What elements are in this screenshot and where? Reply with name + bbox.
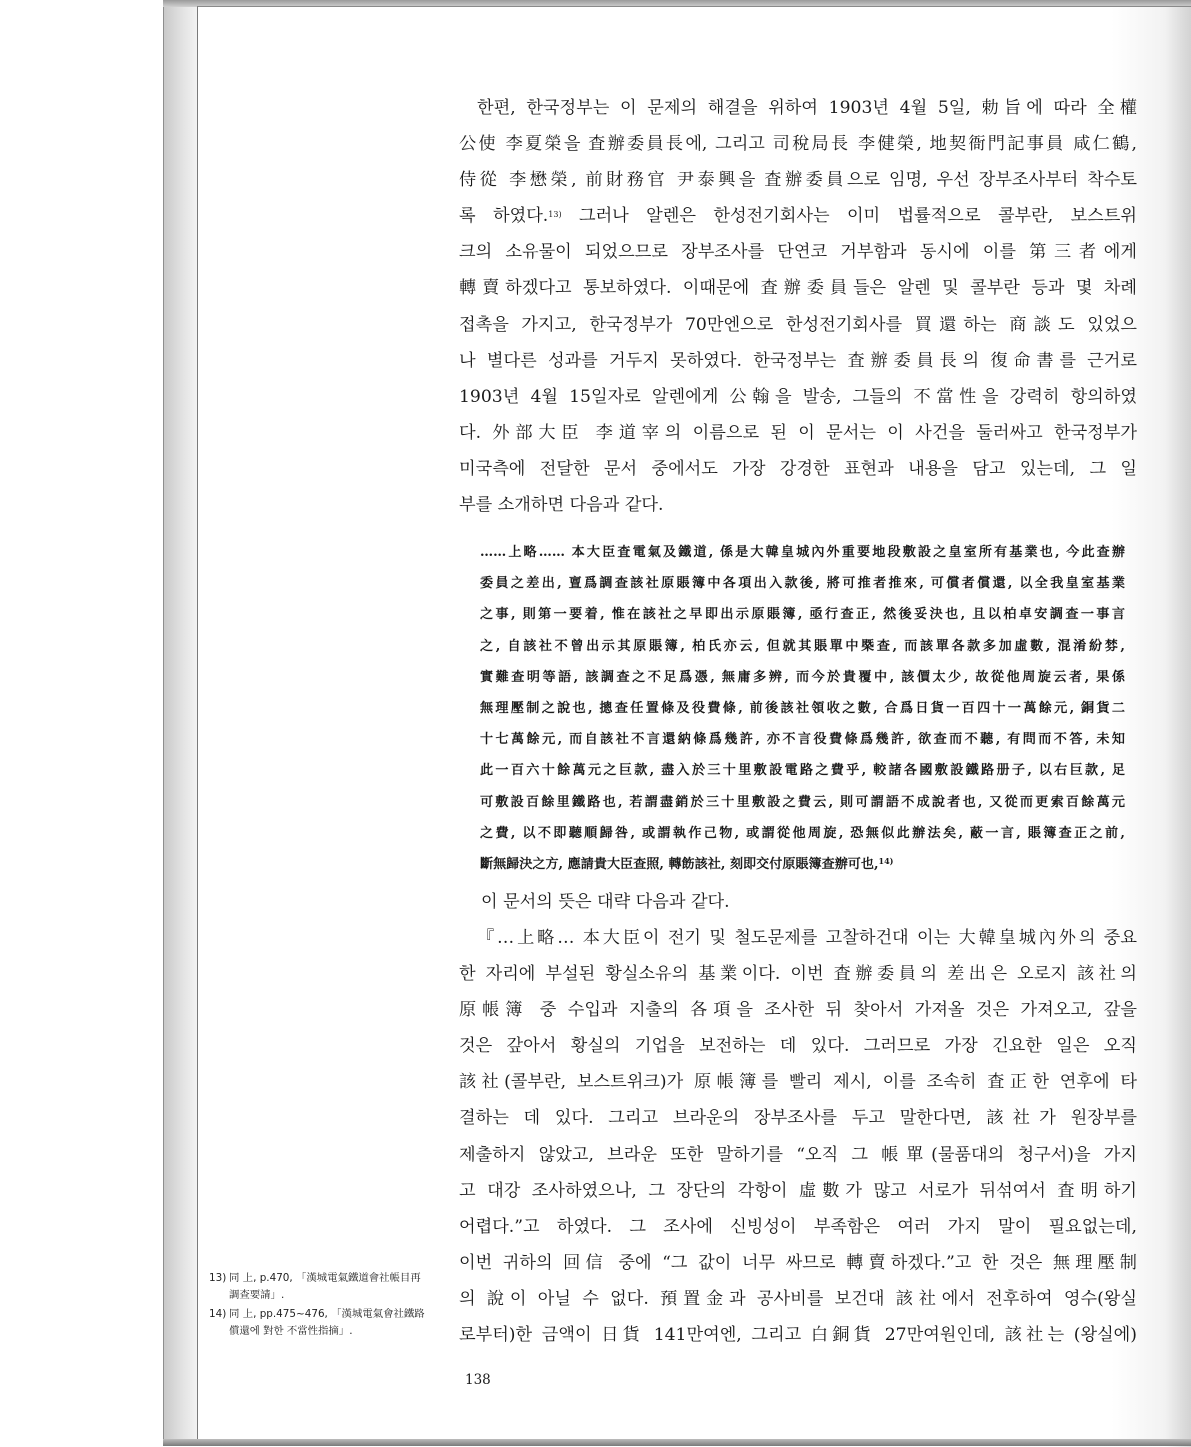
text-line: 侍從 李懋榮, 前財務官 尹泰興을 査辦委員으로 임명, 우선 장부조사부터 착수토 <box>459 170 1137 191</box>
quote-line: 之事, 則第一要着, 惟在該社之早即出示原賬簿, 亟行查正, 然後妥決也, 且以柏卓安調查一事言 <box>480 607 1125 623</box>
footnotes <box>209 1270 427 1342</box>
text-line: 의 說이 아닐 수 없다. 預置金과 공사비를 보건대 該社에서 전후하여 영수(왕실 <box>459 1288 1137 1309</box>
footnote-14 <box>209 1306 427 1340</box>
book-bottom-edge <box>163 1439 1191 1446</box>
text-line: 한 자리에 부설된 황실소유의 基業이다. 이번 査辦委員의 差出은 오로지 該社의 <box>459 964 1137 985</box>
text-line: 轉賣하겠다고 통보하였다. 이때문에 査辦委員들은 알렌 및 콜부란 등과 몇 차례 <box>459 278 1137 299</box>
text-line: 다. 外部大臣 李道宰의 이름으로 된 이 문서는 이 사건을 둘러싸고 한국정부가 <box>459 422 1137 443</box>
text-fragment: 그러나 알렌은 한성전기회사는 이미 법률적으로 콜부란, 보스트위 <box>578 206 1138 227</box>
footnote-ref-13: 13) <box>548 210 562 220</box>
text-line: 로부터)한 금액이 日貨 141만여엔, 그리고 白銅貨 27만여원인데, 該社는 (왕실에) <box>459 1325 1137 1346</box>
body-paragraph-1-last-line: 부를 소개하면 다음과 같다. <box>459 495 664 515</box>
text-line: 미국측에 전달한 문서 중에서도 가장 강경한 표현과 내용을 담고 있는데, 그 일 <box>459 458 1137 479</box>
text-line: 『…上略… 本大臣이 전기 및 철도문제를 고찰하건대 이는 大韓皇城內外의 중요 <box>477 928 1137 948</box>
quote-line: 之, 自該社不曾出示其原賬簿, 柏氏亦云, 但就其賬單中槩查, 而該單各款多加虛數, 混淆紛棼, <box>480 638 1125 654</box>
quote-line: ……上略…… 本大臣査電氣及鐵道, 係是大韓皇城內外重要地段敷設之皇室所有基業也, 今此查辦 <box>480 545 1125 560</box>
quote-line: 十七萬餘元, 而自該社不言還納條爲幾許, 亦不言役費條爲幾許, 欲查而不聽, 有問而不答, 未知 <box>480 732 1125 748</box>
text-line: 이번 귀하의 回信 중에 “그 값이 너무 싸므로 轉賣하겠다.”고 한 것은 無理壓制 <box>459 1252 1137 1273</box>
body-paragraph-2: 이 문서의 뜻은 대략 다음과 같다. <box>481 892 730 912</box>
text-line: 결하는 데 있다. 그리고 브라운의 장부조사를 두고 말한다면, 該社가 원장부를 <box>459 1108 1137 1129</box>
text-line: 어렵다.”고 하였다. 그 조사에 신빙성이 부족함은 여러 가지 말이 필요없는데, <box>459 1216 1137 1237</box>
text-line: 原帳簿 중 수입과 지출의 各項을 조사한 뒤 찾아서 가져올 것은 가져오고, 갚을 <box>459 1000 1137 1021</box>
footnote-number: 13) <box>209 1272 227 1284</box>
page-number: 138 <box>465 1372 491 1388</box>
quote-line: 此一百六十餘萬元之巨款, 盡入於三十里敷設電路之費乎, 較諸各國敷設鐵路册子, 以右巨款, 足 <box>480 763 1125 779</box>
body-paragraph-1 <box>459 90 1137 487</box>
quote-last-line <box>480 849 1125 880</box>
text-line: 公使 李夏榮을 査辦委員長에, 그리고 司稅局長 李健榮, 地契衙門記事員 咸仁鶴, <box>459 134 1137 155</box>
text-line: 접촉을 가지고, 한국정부가 70만엔으로 한성전기회사를 買還하는 商談도 있었으 <box>459 314 1137 335</box>
quote-line: 委員之差出, 亶爲調查該社原賬簿中各項出入款後, 將可推者推來, 可償者償還, 以全我皇室基業 <box>480 576 1125 592</box>
footnote-text: 同 上, pp.475~476, 「漢城電氣會社鐵路償還에 對한 不當性指摘」. <box>229 1308 425 1337</box>
quote-line: 可敷設百餘里鐵路也, 若謂盡銷於三十里敷設之費云, 則可謂語不成說者也, 又從而更索百餘萬元 <box>480 794 1125 810</box>
footnote-ref-14: 14) <box>878 856 894 866</box>
body-paragraph-3 <box>459 920 1137 1353</box>
footnote-text: 同 上, p.470, 「漢城電氣鐵道會社帳目再調查要請」. <box>229 1272 421 1301</box>
book-spine <box>163 7 197 1441</box>
text-line: 한편, 한국정부는 이 문제의 해결을 위하여 1903년 4월 5일, 勅旨에 따라 全權 <box>477 98 1137 118</box>
text-line: 것은 갚아서 황실의 기업을 보전하는 데 있다. 그러므로 가장 긴요한 일은 오직 <box>459 1036 1137 1057</box>
quote-line: 之費, 以不即聽順歸咎, 或謂執作己物, 或謂從他周旋, 恐無似此辦法矣, 蔽一言, 賬簿查正之前, <box>480 825 1125 841</box>
text-line-with-footnote <box>459 198 1137 234</box>
text-line: 該社(콜부란, 보스트위크)가 原帳簿를 빨리 제시, 이를 조속히 査正한 연후에 타 <box>459 1072 1137 1093</box>
quote-line: 斷無歸決之方, 應請貴大臣查照, 轉飭該社, 刻即交付原賬簿查辦可也, <box>480 857 879 872</box>
page-curl-shadow <box>1165 7 1191 1447</box>
text-line: 제출하지 않았고, 브라운 또한 말하기를 “오직 그 帳單(물품대의 청구서)을 가지 <box>459 1144 1137 1165</box>
text-line: 나 별다른 성과를 거두지 못하였다. 한국정부는 査辦委員長의 復命書를 근거로 <box>459 350 1137 371</box>
footnote-number: 14) <box>209 1308 227 1320</box>
text-line: 크의 소유물이 되었으므로 장부조사를 단연코 거부함과 동시에 이를 第三者에게 <box>459 242 1137 263</box>
text-line: 고 대강 조사하였으나, 그 장단의 각항이 虛數가 많고 서로가 뒤섞여서 査明하기 <box>459 1180 1137 1201</box>
text-fragment: 록 하였다. <box>459 206 549 227</box>
footnote-13 <box>209 1270 427 1304</box>
text-line: 1903년 4월 15일자로 알렌에게 公翰을 발송, 그들의 不當性을 강력히 항의하였 <box>459 386 1137 407</box>
quote-line: 無理壓制之說也, 摠查任置條及役費條, 前後該社領收之數, 合爲日貨一百四十一萬餘元, 銅貨二 <box>480 701 1125 717</box>
quote-line: 實難查明等語, 該調查之不足爲憑, 無庸多辨, 而今於貴覆中, 該價太少, 故從他周旋云者, 果係 <box>480 669 1125 685</box>
quotation-block <box>480 537 1125 849</box>
